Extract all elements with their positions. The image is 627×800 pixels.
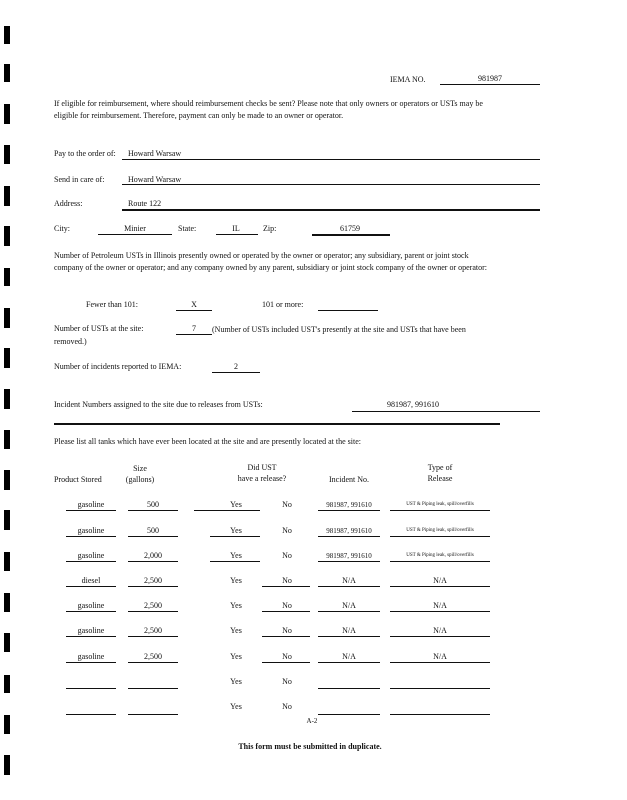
scan-mark	[4, 186, 10, 206]
scan-mark	[4, 308, 10, 328]
state-value: IL	[232, 224, 240, 233]
scan-mark	[4, 593, 10, 612]
cell-no: No	[282, 500, 292, 509]
header-did-ust: Did UST	[247, 463, 277, 472]
care-value: Howard Warsaw	[128, 175, 182, 184]
header-gallons: (gallons)	[125, 475, 155, 484]
cell-no: No	[282, 576, 292, 585]
cell-no: No	[282, 626, 292, 635]
page-number: A-2	[306, 717, 318, 725]
cell-no: No	[282, 526, 292, 535]
cell-incident: N/A	[342, 626, 356, 635]
cell-yes: Yes	[230, 551, 242, 560]
cell-incident: N/A	[342, 576, 356, 585]
intro-text: If eligible for reimbursement, where should reimbursement checks be sent? Please note that only owners or operators or USTs may be eligible for reimbursement. Therefore, payment can only be made to an owner or operator.	[54, 99, 483, 120]
cell-no: No	[282, 702, 292, 711]
cell-no: No	[282, 551, 292, 560]
fewer-label: Fewer than 101:	[86, 300, 138, 309]
scan-mark	[4, 145, 10, 164]
section-divider	[54, 423, 500, 425]
incident-numbers-label: Incident Numbers assigned to the site due to releases from USTs:	[54, 400, 263, 409]
care-label: Send in care of:	[54, 175, 105, 184]
cell-size: 2,500	[144, 601, 162, 610]
cell-incident: 981987, 991610	[326, 527, 372, 535]
cell-size: 500	[147, 500, 159, 509]
zip-label: Zip:	[263, 224, 277, 233]
incidents-label: Number of incidents reported to IEMA:	[54, 362, 182, 371]
footer-note: This form must be submitted in duplicate.	[238, 742, 382, 751]
city-label: City:	[54, 224, 71, 233]
cell-incident: N/A	[342, 652, 356, 661]
cell-yes: Yes	[230, 500, 242, 509]
list-instruction: Please list all tanks which have ever been located at the site and are presently located at the site:	[54, 437, 361, 446]
cell-size: 2,500	[144, 652, 162, 661]
pay-line	[122, 159, 540, 160]
scan-mark	[4, 552, 10, 571]
header-release: have a release?	[237, 474, 287, 483]
cell-yes: Yes	[230, 626, 242, 635]
cell-size: 2,500	[144, 576, 162, 585]
scan-mark	[4, 226, 10, 246]
petroleum-text: Number of Petroleum USTs in Illinois presently owned or operated by the owner or operator; any subsidiary, parent or joint stock company of the owner or operator; and any company owned by any parent, subsidiary or joint stock company of the owner or operator:	[54, 251, 487, 272]
scan-mark	[4, 64, 10, 82]
scan-mark	[4, 268, 10, 286]
fewer-value: X	[191, 300, 197, 309]
incidents-value: 2	[234, 362, 238, 371]
cell-product: gasoline	[77, 626, 105, 635]
scan-mark	[4, 675, 10, 693]
cell-incident: 981987, 991610	[326, 552, 372, 560]
scan-mark	[4, 104, 10, 124]
incident-numbers-value: 981987, 991610	[387, 400, 439, 409]
cell-product: gasoline	[77, 526, 105, 535]
cell-type: N/A	[433, 626, 447, 635]
address-label: Address:	[54, 199, 83, 208]
cell-incident: N/A	[342, 601, 356, 610]
ust-count-value: 7	[192, 324, 196, 333]
cell-no: No	[282, 652, 292, 661]
cell-type: N/A	[433, 601, 447, 610]
scan-mark	[4, 715, 10, 734]
cell-product: gasoline	[77, 500, 105, 509]
pay-label: Pay to the order of:	[54, 149, 116, 158]
cell-yes: Yes	[230, 702, 242, 711]
cell-yes: Yes	[230, 677, 242, 686]
scan-mark	[4, 510, 10, 530]
scan-mark	[4, 389, 10, 409]
cell-no: No	[282, 601, 292, 610]
cell-product: gasoline	[77, 551, 105, 560]
cell-yes: Yes	[230, 601, 242, 610]
care-line	[122, 184, 540, 185]
cell-yes: Yes	[230, 576, 242, 585]
header-incident: Incident No.	[329, 475, 369, 484]
cell-incident: 981987, 991610	[326, 501, 372, 509]
address-value: Route 122	[128, 199, 162, 208]
cell-type: UST & Piping leak, spill/overfills	[406, 528, 474, 533]
cell-size: 500	[147, 526, 159, 535]
city-value: Minier	[124, 224, 146, 233]
iema-number: 981987	[478, 74, 502, 83]
cell-size: 2,500	[144, 626, 162, 635]
cell-product: gasoline	[77, 652, 105, 661]
cell-product: gasoline	[77, 601, 105, 610]
scan-mark	[4, 755, 10, 775]
zip-value: 61759	[340, 224, 360, 233]
cell-yes: Yes	[230, 652, 242, 661]
scan-mark	[4, 470, 10, 490]
cell-type: N/A	[433, 576, 447, 585]
cell-product: diesel	[81, 576, 101, 585]
cell-size: 2,000	[144, 551, 162, 560]
address-line	[122, 209, 540, 211]
pay-value: Howard Warsaw	[128, 149, 182, 158]
iema-label: IEMA NO.	[390, 75, 426, 84]
header-product: Product Stored	[54, 475, 102, 484]
cell-type: UST & Piping leak, spill/overfills	[406, 553, 474, 558]
cell-no: No	[282, 677, 292, 686]
scan-mark	[4, 26, 10, 44]
scan-mark	[4, 633, 10, 652]
more-label: 101 or more:	[262, 300, 304, 309]
cell-yes: Yes	[230, 526, 242, 535]
header-type-of: Type of	[427, 463, 453, 472]
ust-count-note: (Number of USTs included UST's presently at the site and USTs that have been removed.)	[54, 325, 466, 346]
ust-count-label: Number of USTs at the site:	[54, 324, 144, 333]
header-size: Size	[133, 464, 147, 473]
cell-type: UST & Piping leak, spill/overfills	[406, 502, 474, 507]
scan-mark	[4, 430, 10, 449]
state-label: State:	[178, 224, 197, 233]
scan-mark	[4, 348, 10, 368]
cell-type: N/A	[433, 652, 447, 661]
header-type-release: Release	[427, 474, 453, 483]
